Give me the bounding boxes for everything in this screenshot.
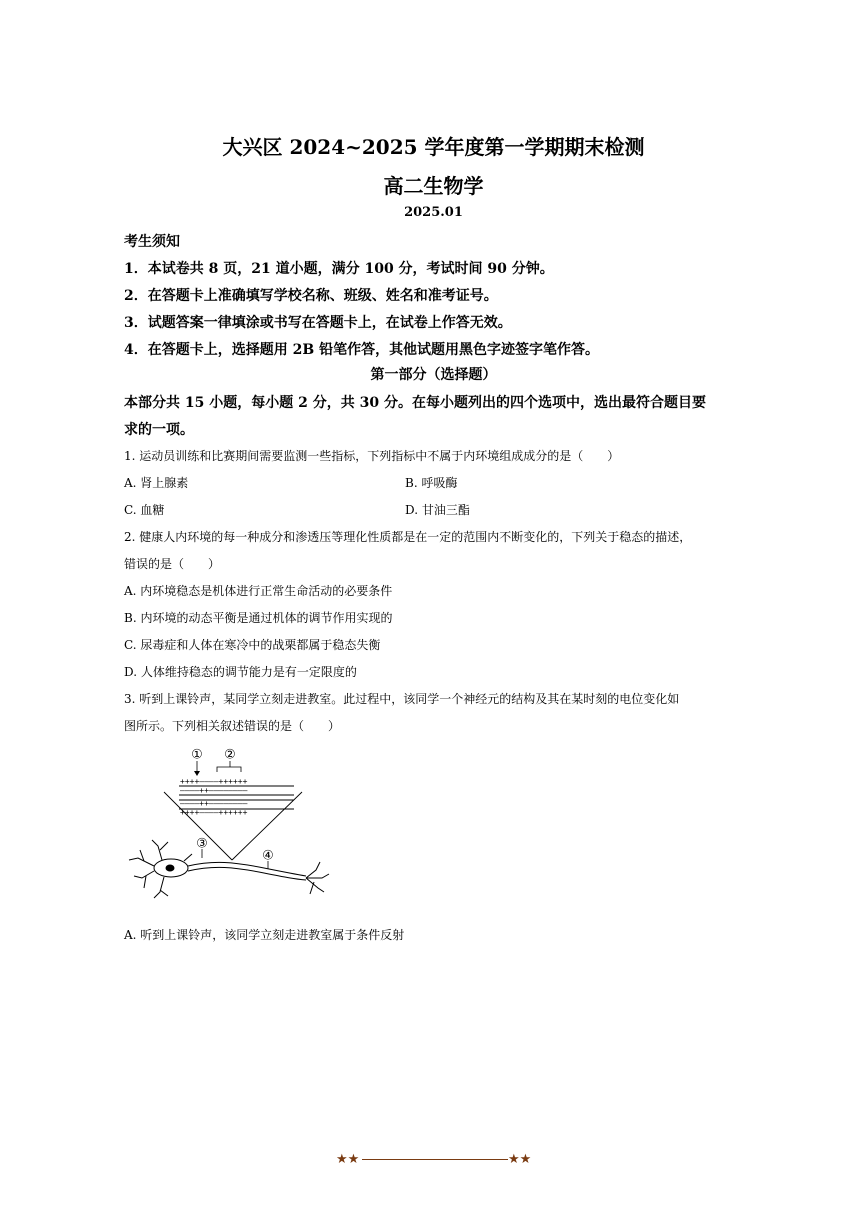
svg-text:++++––––++++++: ++++––––++++++ — [180, 777, 248, 786]
question-2-stem-cont: 错误的是（ ） — [124, 557, 221, 571]
membrane-potential-band — [179, 777, 294, 817]
q1-option-c: C. 血糖 — [124, 503, 165, 517]
neuron-drawing — [129, 840, 329, 898]
q1-option-a: A. 肾上腺素 — [124, 476, 189, 490]
question-3-stem-cont: 图所示。下列相关叙述错误的是（ ） — [124, 719, 341, 733]
svg-text:++++––––++++++: ++++––––++++++ — [180, 808, 248, 817]
footer-divider — [362, 1159, 508, 1160]
question-3-stem: 3. 听到上课铃声，某同学立刻走进教室。此过程中，该同学一个神经元的结构及其在某时刻的电位变化如 — [124, 692, 680, 706]
neuron-figure — [124, 742, 334, 902]
label-3 — [196, 837, 208, 859]
q1-option-b: B. 呼吸酶 — [405, 476, 458, 490]
notice-item: 4．在答题卡上，选择题用 2B 铅笔作答，其他试题用黑色字迹签字笔作答。 — [124, 342, 600, 358]
q2-option-b: B. 内环境的动态平衡是通过机体的调节作用实现的 — [124, 611, 393, 625]
notice-heading: 考生须知 — [124, 234, 180, 250]
label-2 — [224, 748, 236, 763]
svg-text:③: ③ — [196, 836, 208, 852]
notice-item: 1．本试卷共 8 页，21 道小题，满分 100 分，考试时间 90 分钟。 — [124, 261, 554, 277]
q2-option-a: A. 内环境稳态是机体进行正常生命活动的必要条件 — [124, 584, 393, 598]
footer-stars-left: ★★ — [336, 1152, 360, 1167]
section-intro: 本部分共 15 小题，每小题 2 分，共 30 分。在每小题列出的四个选项中，选出最符合题目要 — [124, 395, 706, 411]
notice-item: 2．在答题卡上准确填写学校名称、班级、姓名和准考证号。 — [124, 288, 498, 304]
svg-text:①: ① — [191, 747, 203, 763]
label-1 — [191, 748, 203, 763]
question-1-stem: 1. 运动员训练和比赛期间需要监测一些指标，下列指标中不属于内环境组成成分的是（ ） — [124, 449, 620, 463]
exam-title: 大兴区 2024~2025 学年度第一学期期末检测 — [222, 135, 645, 159]
exam-date: 2025.01 — [404, 205, 463, 220]
q2-option-d: D. 人体维持稳态的调节能力是有一定限度的 — [124, 665, 357, 679]
svg-text:④: ④ — [262, 848, 274, 864]
page-footer — [336, 1150, 536, 1170]
footer-stars-right: ★★ — [508, 1152, 532, 1167]
svg-text:––––++––––––––: ––––++–––––––– — [180, 786, 248, 795]
q2-option-c: C. 尿毒症和人体在寒冷中的战栗都属于稳态失衡 — [124, 638, 381, 652]
section-intro-cont: 求的一项。 — [124, 422, 194, 438]
svg-text:––––++––––––––: ––––++–––––––– — [180, 799, 248, 808]
section-title: 第一部分（选择题） — [370, 367, 497, 383]
question-2-stem: 2. 健康人内环境的每一种成分和渗透压等理化性质都是在一定的范围内不断变化的，下列关于稳态的描述， — [124, 530, 692, 544]
label-4 — [262, 849, 274, 870]
q1-option-d: D. 甘油三酯 — [405, 503, 470, 517]
notice-item: 3．试题答案一律填涂或书写在答题卡上，在试卷上作答无效。 — [124, 315, 512, 331]
exam-subject: 高二生物学 — [383, 174, 484, 198]
q3-option-a: A. 听到上课铃声，该同学立刻走进教室属于条件反射 — [124, 928, 405, 942]
svg-text:②: ② — [224, 747, 236, 763]
